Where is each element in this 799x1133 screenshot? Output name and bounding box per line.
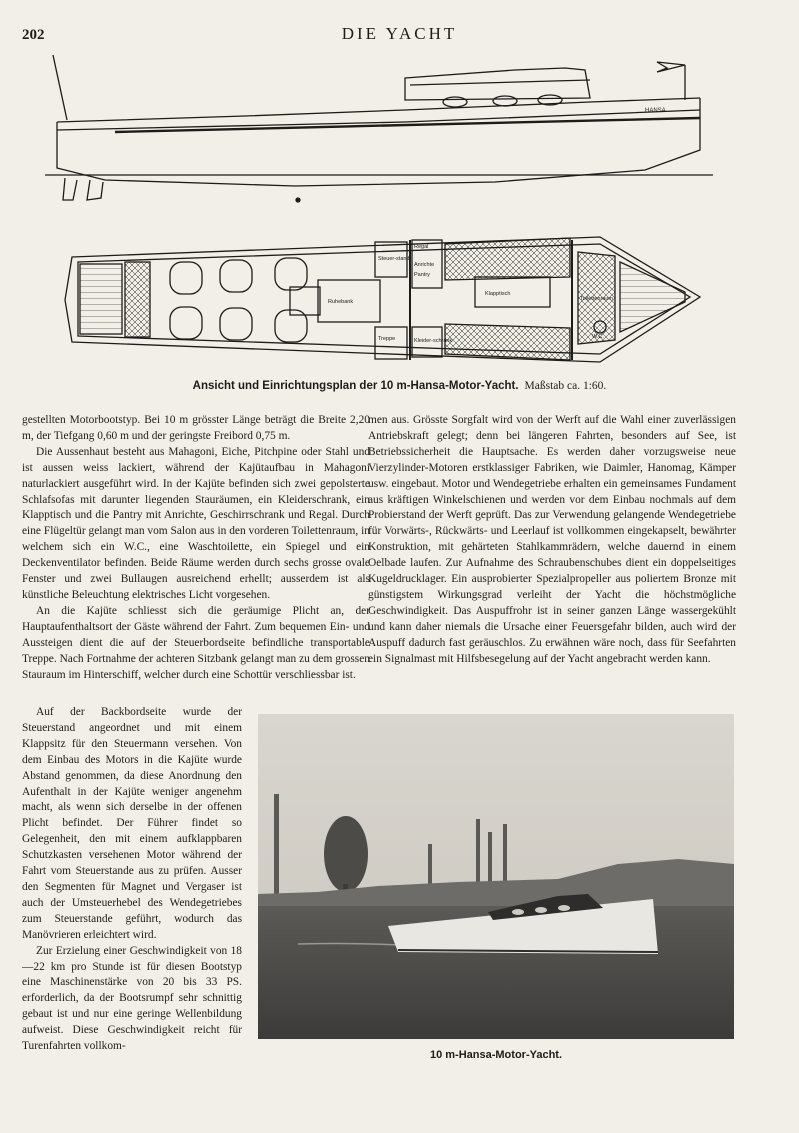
paragraph: An die Kajüte schliesst sich die geräumige Plicht an, der Hauptaufenthaltsort der Gäste während der Fahrt. Zum bequemen Ein- und Aussteigen dient die auf der Steuerbordseite befindliche transportable Treppe. Nach Fortnahme der achteren Sitzbank gelangt man zu dem grossen Stauraum im Hinterschiff, welcher durch eine Schottür verschliessbar ist. bbox=[22, 604, 370, 681]
label-treppe: Treppe bbox=[378, 336, 396, 342]
photo-caption: 10 m-Hansa-Motor-Yacht. bbox=[429, 1049, 563, 1061]
paragraph: Auf der Backbordseite wurde der Steuerstand angeordnet und mit einem Klappsitz für den Steuermann versehen. Von dem Einbau des Motors in die Kajüte wurde Abstand genommen, da diese Anordnung den Aufenthalt in der Kajüte weniger angenehm macht, als wenn sich derselbe in der offenen Plicht befindet. Der Führer findet so Gelegenheit, den mit einem aufklappbaren Schutzkasten versehenen Motor während der Fahrt vom Steuerstande aus zu prüfen. Ausser den Segmenten für Magnet und Vergaser ist auch der Umsteuerhebel des Wendegetriebes zum Steuerstande geführt, wodurch das Manövrieren erleichtert wird. bbox=[22, 706, 242, 941]
paragraph: Zur Erzielung einer Geschwindigkeit von 18—22 km pro Stunde ist für diesen Bootstyp eine Maschinenstärke von 20 bis 33 PS. erforderlich, da der Bootsrumpf sehr schnittig gebaut ist und nur eine geringe Wellenbildung aufweist. Diese Geschwindigkeit reicht für Turenfahrten vollkom- bbox=[22, 944, 242, 1053]
figure-caption bbox=[0, 380, 799, 392]
paragraph: gestellten Motorbootstyp. Bei 10 m grösster Länge beträgt die Breite 2,20 m, der Tiefgang 0,60 m und der geringste Freibord 0,75 m. bbox=[22, 414, 370, 442]
label-wc: W.C. bbox=[592, 334, 604, 340]
page-number: 202 bbox=[22, 27, 45, 43]
label-toilettenraum: Toilettenraum bbox=[580, 296, 614, 302]
paragraph: Die Aussenhaut besteht aus Mahagoni, Eiche, Pitchpine oder Stahl und ist aussen weiss lackiert, während der Kajütaufbau in Mahagoni naturlackiert ausgeführt wird. In der Kajüte befinden sich zwei gepolsterte Schlafsofas mit darunter liegenden Stauräumen, ein Kleiderschrank, ein Klapptisch und die Pantry mit Anrichte, Geschirrschrank und Regal. Durch eine Flügeltür gelangt man vom Salon aus in den vorderen Toilettenraum, in welchem sich ein W.C., eine Waschtoilette, ein Spiegel und ein Deckenventilator befinden. Beide Räume werden durch sechs grosse ovale Fenster und zwei Bullaugen ausreichend erhellt; ausserdem ist als künstliche Beleuchtung elektrisches Licht vorgesehen. bbox=[22, 445, 370, 601]
yacht-photograph bbox=[258, 714, 734, 1039]
figure-caption-title: Ansicht und Einrichtungsplan der 10 m-Hansa-Motor-Yacht. bbox=[192, 380, 519, 392]
yacht-side-elevation bbox=[45, 50, 725, 210]
label-anrichte: Anrichte bbox=[414, 262, 435, 268]
label-klapptisch: Klapptisch bbox=[485, 291, 511, 297]
yacht-deck-plan bbox=[60, 232, 715, 372]
label-regal: Regal bbox=[414, 244, 429, 250]
label-kleiderschrank: Kleider-schrank bbox=[414, 338, 453, 344]
paragraph: men aus. Grösste Sorgfalt wird von der Werft auf die Wahl einer zuverlässigen Antriebskraft gelegt; denn bei längeren Fahrten, besonders auf See, ist Betriebssicherheit die Hauptsache. Es werden daher vorzugsweise neue Vierzylinder-Motoren erstklassiger Fabriken, wie Daimler, Hanomag, Kämper usw. eingebaut. Motor und Wendegetriebe erhalten ein gemeinsames Fundament aus kräftigen Winkelschienen und werden vor dem Einbau nochmals auf dem Probierstand der Werft geprüft. Das zur Verwendung gelangende Wendegetriebe für Vorwärts-, Rückwärts- und Leerlauf ist vollkommen eingekapselt, bewährter Konstruktion, mit gehärteten Stahlkammrädern, welche dauernd in einem Oelbade laufen. Zur Aufnahme des Schraubenschubes dient ein doppelseitiges Kugeldrucklager. Ein ausprobierter Spezialpropeller aus poliertem Bronze mit günstigstem Wirkungsgrad verleiht der Yacht die höchstmögliche Geschwindigkeit. Das Auspuffrohr ist in seiner ganzen Länge wassergekühlt und kann daher niemals die Ursache einer Feuersgefahr bilden, auch wird der Auspuff dadurch fast geräuschlos. Zu erwähnen wäre noch, dass für Seefahrten ein Signalmast mit Hilfsbesegelung auf der Yacht angebracht werden kann. bbox=[368, 414, 736, 665]
article-column-left-top bbox=[22, 413, 370, 683]
journal-title: DIE YACHT bbox=[341, 24, 458, 43]
label-steuerstand: Steuer-stand bbox=[378, 256, 410, 262]
figure-caption-scale: Maßstab ca. 1:60. bbox=[524, 380, 607, 392]
hull-name-label: HANSA bbox=[645, 108, 666, 114]
article-column-right-top bbox=[368, 413, 736, 668]
article-column-left-narrow bbox=[22, 705, 242, 1055]
label-ruhebank: Ruhebank bbox=[328, 299, 354, 305]
label-pantry: Pantry bbox=[414, 272, 430, 278]
